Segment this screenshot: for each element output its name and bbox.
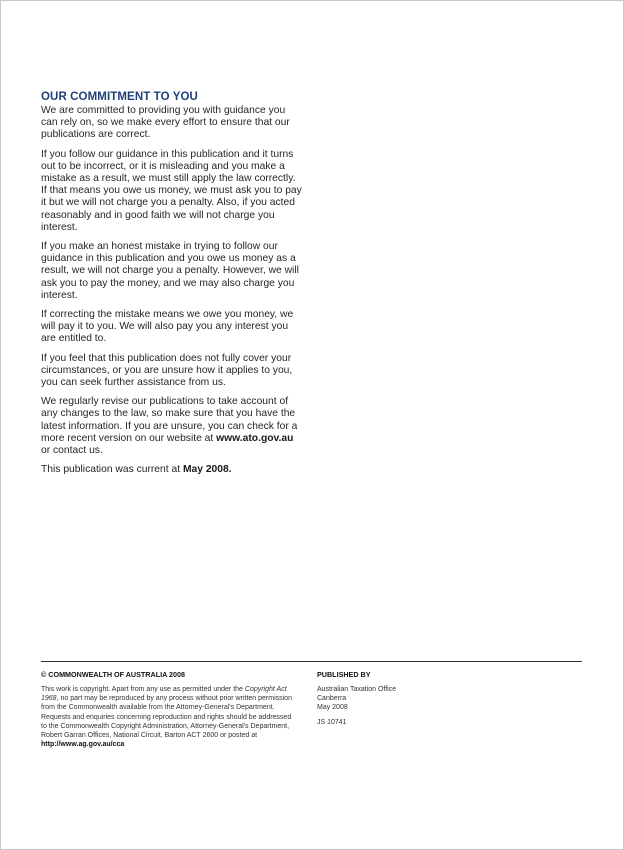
currency-statement: This publication was current at bbox=[41, 464, 183, 476]
commitment-paragraph-5: If you feel that this publication does not fully cover your circumstances, or you are unsure how it applies to you, you can seek further assistance from us. bbox=[41, 352, 293, 389]
copyright-section bbox=[41, 670, 293, 749]
paragraph-6-text: We regularly revise our publications to take account of any changes to the law, so make sure that you have the latest information. If you are unsure, you can check for a more recent version on our website at bbox=[41, 396, 298, 444]
copyright-text-a: This work is copyright. Apart from any use as permitted under the bbox=[41, 686, 245, 693]
commitment-section bbox=[41, 90, 303, 483]
commitment-paragraph-1: We are committed to providing you with guidance you can rely on, so we make every effort to ensure that our publications are correct. bbox=[41, 105, 290, 141]
ato-website-link[interactable]: www.ato.gov.au bbox=[216, 432, 294, 444]
copyright-act-title: Copyright Act 1968 bbox=[41, 686, 287, 703]
footer-divider bbox=[41, 661, 582, 662]
published-heading: PUBLISHED BY bbox=[317, 670, 371, 679]
ag-website-link[interactable]: http://www.ag.gov.au/cca bbox=[41, 741, 125, 749]
published-by-section bbox=[317, 670, 497, 727]
commitment-paragraph-6 bbox=[41, 396, 303, 457]
publisher-date: May 2008 bbox=[317, 704, 348, 712]
paragraph-6-tail: or contact us. bbox=[41, 445, 103, 457]
commitment-paragraph-7 bbox=[41, 464, 303, 476]
publication-code: JS 10741 bbox=[317, 718, 347, 726]
publisher-details bbox=[317, 685, 497, 727]
copyright-heading: © COMMONWEALTH OF AUSTRALIA 2008 bbox=[41, 670, 185, 679]
commitment-paragraph-3: If you make an honest mistake in trying to follow our guidance in this publication and you owe us money as a result, we will not charge you a penalty. However, we will ask you to pay the money, and we may also charge you interest. bbox=[41, 241, 299, 301]
commitment-title: OUR COMMITMENT TO YOU bbox=[41, 91, 198, 103]
copyright-text bbox=[41, 685, 293, 749]
publisher-city: Canberra bbox=[317, 695, 347, 703]
copyright-text-b: , no part may be reproduced by any process without prior written permission from the Commonwealth available from the Attorney-General's Department. Requests and enquiries concerning reproduction and rights should be addressed to the Commonwealth Copyright Administration, Attorney-General's Department, Robert Garran Offices, National Circuit, Barton ACT 2600 or posted at bbox=[41, 695, 292, 740]
commitment-paragraph-4: If correcting the mistake means we owe you money, we will pay it to you. We will also pay you any interest you are entitled to. bbox=[41, 309, 294, 345]
commitment-paragraph-2: If you follow our guidance in this publication and it turns out to be incorrect, or it is misleading and you make a mistake as a result, we must still apply the law correctly. If that means you owe us money, we must ask you to pay it but we will not charge you a penalty. Also, if you acted reasonably and in good faith we will not charge you interest. bbox=[41, 148, 302, 233]
publisher-name: Australian Taxation Office bbox=[317, 686, 397, 693]
publication-date: May 2008. bbox=[182, 464, 232, 476]
